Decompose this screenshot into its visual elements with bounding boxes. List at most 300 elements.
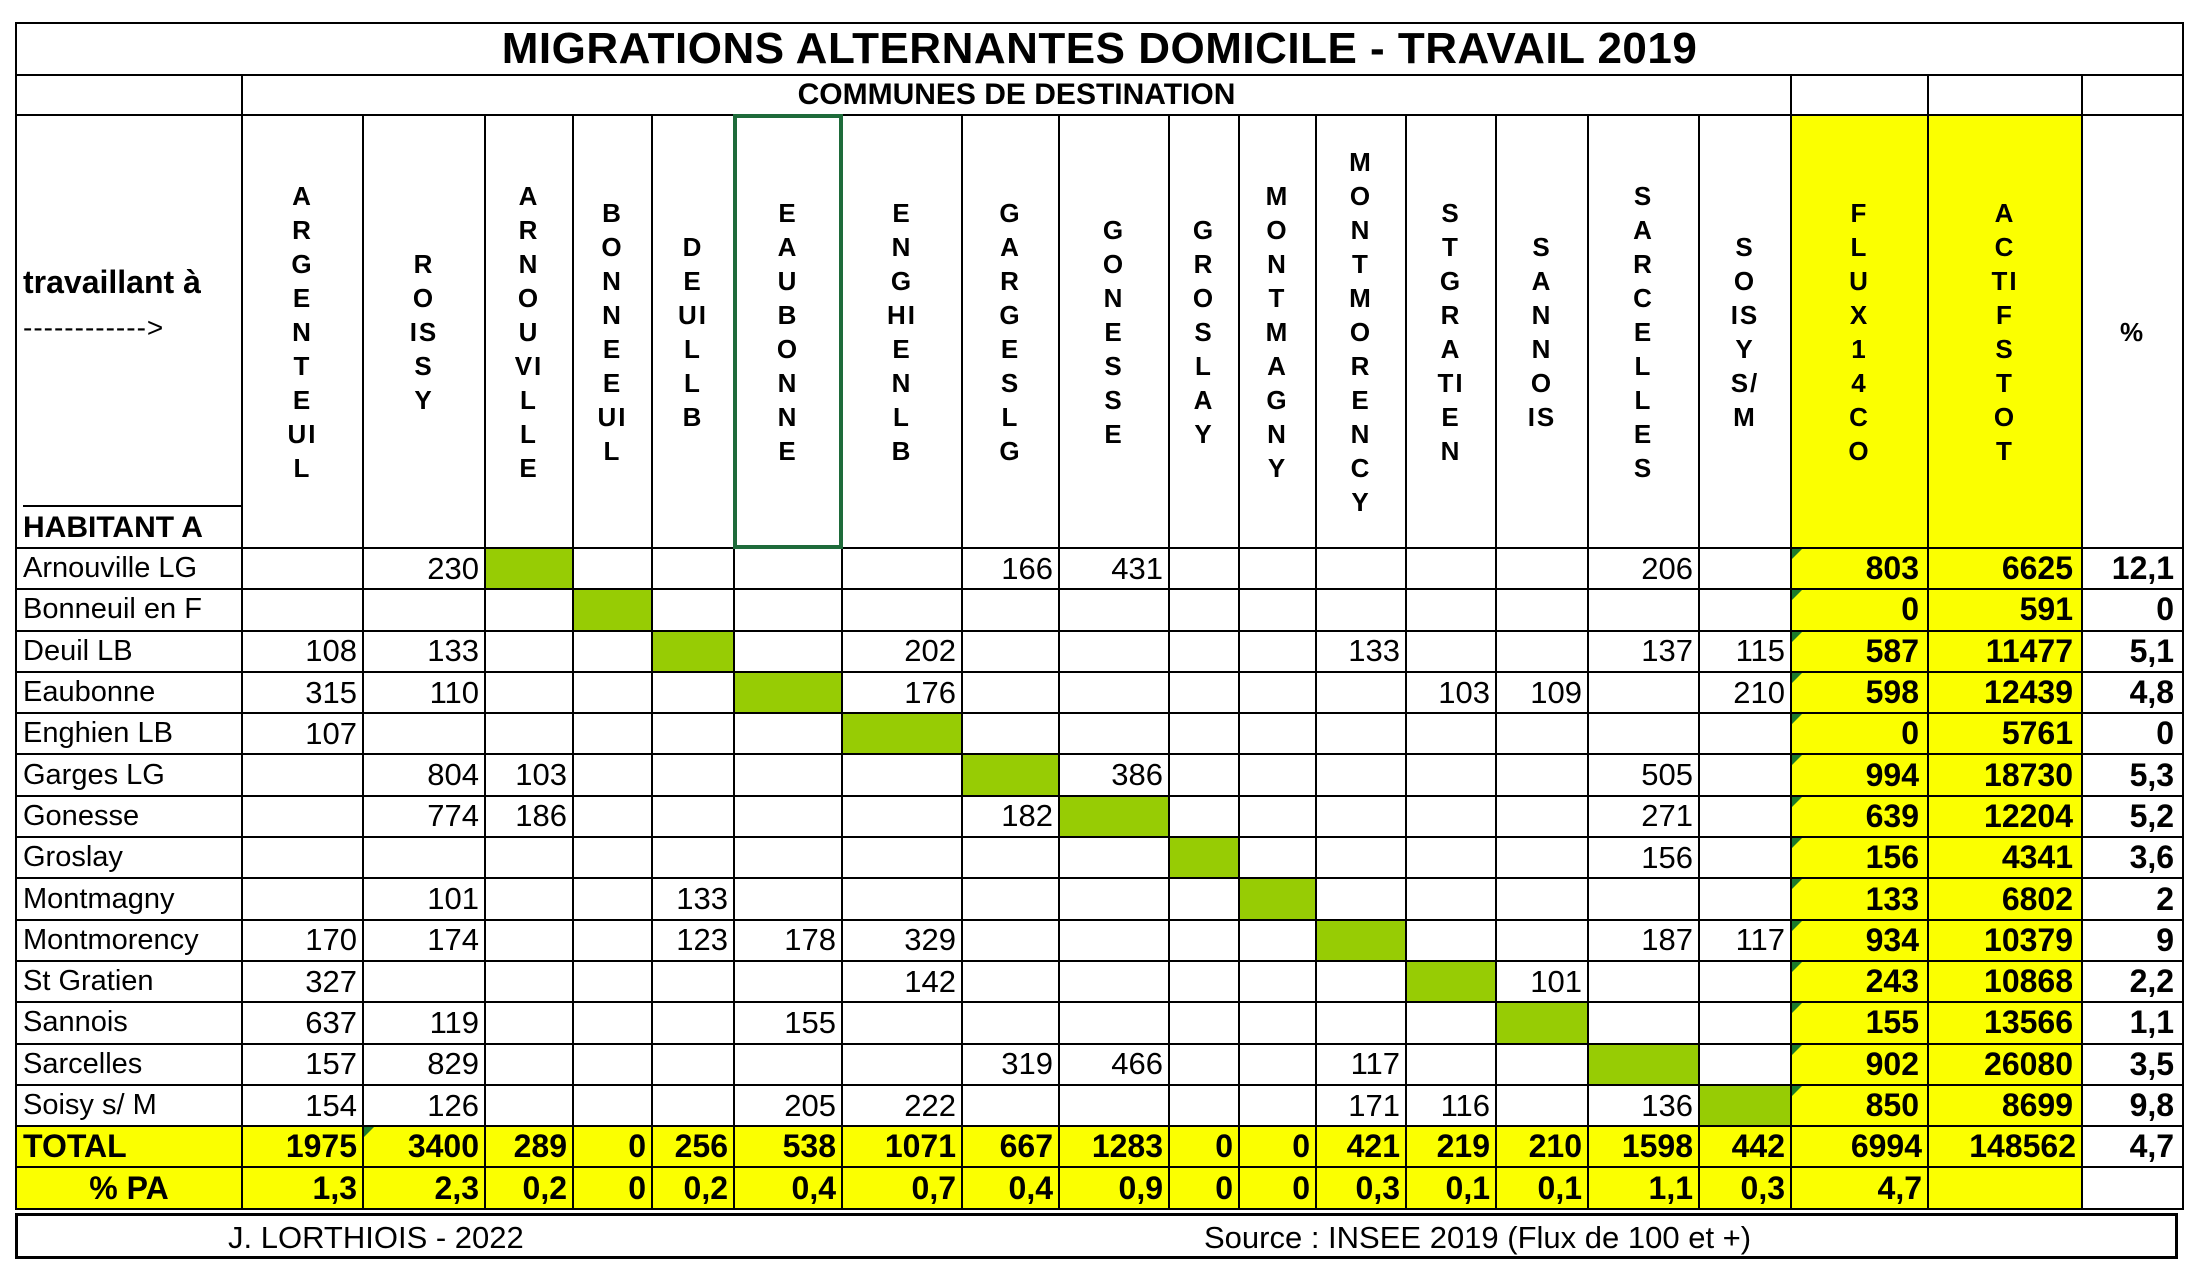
flow-cell[interactable] (1169, 1085, 1239, 1126)
flow-cell[interactable] (1059, 961, 1169, 1002)
flow-cell[interactable] (485, 878, 573, 919)
pa-flux[interactable]: 4,7 (1791, 1167, 1928, 1208)
flow-cell[interactable]: 466 (1059, 1044, 1169, 1085)
flow-cell[interactable] (485, 1044, 573, 1085)
pa-cell[interactable]: 0,3 (1699, 1167, 1791, 1208)
flux-cell[interactable]: 803 (1791, 548, 1928, 589)
flow-cell[interactable] (485, 837, 573, 878)
flow-cell[interactable]: 170 (242, 920, 363, 961)
origin-name[interactable]: Arnouville LG (16, 548, 242, 589)
flux-cell[interactable]: 850 (1791, 1085, 1928, 1126)
flow-cell[interactable] (1406, 548, 1496, 589)
flow-cell[interactable] (1496, 631, 1588, 672)
pa-cell[interactable]: 0,1 (1496, 1167, 1588, 1208)
actifs-cell[interactable]: 8699 (1928, 1085, 2082, 1126)
flow-cell[interactable]: 101 (1496, 961, 1588, 1002)
flow-cell[interactable] (573, 878, 652, 919)
flow-cell[interactable] (1588, 589, 1699, 630)
blank-cell[interactable] (1928, 75, 2082, 115)
flux-cell[interactable]: 994 (1791, 754, 1928, 795)
total-cell[interactable]: 667 (962, 1126, 1059, 1167)
origin-name[interactable]: Eaubonne (16, 672, 242, 713)
actifs-cell[interactable]: 11477 (1928, 631, 2082, 672)
diagonal-cell[interactable] (1588, 1044, 1699, 1085)
flow-cell[interactable] (1496, 1044, 1588, 1085)
flow-cell[interactable]: 123 (652, 920, 734, 961)
pa-cell[interactable]: 0,7 (842, 1167, 962, 1208)
flow-cell[interactable] (573, 672, 652, 713)
flow-cell[interactable] (1588, 961, 1699, 1002)
flow-cell[interactable] (842, 878, 962, 919)
actifs-cell[interactable]: 10379 (1928, 920, 2082, 961)
column-header[interactable] (734, 115, 842, 548)
flow-cell[interactable]: 117 (1699, 920, 1791, 961)
flow-cell[interactable]: 103 (485, 754, 573, 795)
total-cell[interactable]: 538 (734, 1126, 842, 1167)
flow-cell[interactable] (573, 754, 652, 795)
flow-cell[interactable] (962, 920, 1059, 961)
percent-cell[interactable]: 5,3 (2082, 754, 2183, 795)
pa-cell[interactable]: 0,3 (1316, 1167, 1406, 1208)
column-header[interactable] (652, 115, 734, 548)
actifs-cell[interactable]: 6625 (1928, 548, 2082, 589)
flow-cell[interactable] (1169, 878, 1239, 919)
flow-cell[interactable] (485, 1002, 573, 1043)
flux-cell[interactable]: 598 (1791, 672, 1928, 713)
flow-cell[interactable] (1406, 713, 1496, 754)
flux-cell[interactable]: 934 (1791, 920, 1928, 961)
flux-cell[interactable]: 587 (1791, 631, 1928, 672)
flow-cell[interactable] (573, 837, 652, 878)
flow-cell[interactable] (1496, 713, 1588, 754)
flux-cell[interactable]: 0 (1791, 713, 1928, 754)
flow-cell[interactable] (842, 589, 962, 630)
flow-cell[interactable] (573, 920, 652, 961)
flow-cell[interactable]: 804 (363, 754, 485, 795)
flow-cell[interactable] (485, 589, 573, 630)
flow-cell[interactable]: 230 (363, 548, 485, 589)
actifs-cell[interactable]: 10868 (1928, 961, 2082, 1002)
percent-cell[interactable]: 2,2 (2082, 961, 2183, 1002)
flow-cell[interactable]: 829 (363, 1044, 485, 1085)
flow-cell[interactable] (1059, 1085, 1169, 1126)
flow-cell[interactable] (1588, 672, 1699, 713)
total-percent[interactable]: 4,7 (2082, 1126, 2183, 1167)
pa-cell[interactable]: 0 (1169, 1167, 1239, 1208)
flow-cell[interactable] (734, 548, 842, 589)
flow-cell[interactable] (962, 878, 1059, 919)
flow-cell[interactable] (1699, 837, 1791, 878)
flow-cell[interactable] (1239, 631, 1316, 672)
flux-cell[interactable]: 0 (1791, 589, 1928, 630)
percent-cell[interactable]: 0 (2082, 589, 2183, 630)
flow-cell[interactable] (1169, 589, 1239, 630)
flow-cell[interactable]: 142 (842, 961, 962, 1002)
flow-cell[interactable]: 222 (842, 1085, 962, 1126)
blank-cell[interactable] (16, 75, 242, 115)
pa-cell[interactable]: 0 (573, 1167, 652, 1208)
percent-cell[interactable]: 3,5 (2082, 1044, 2183, 1085)
diagonal-cell[interactable] (1316, 920, 1406, 961)
column-header[interactable] (363, 115, 485, 548)
flow-cell[interactable]: 319 (962, 1044, 1059, 1085)
pa-cell[interactable]: 0,4 (962, 1167, 1059, 1208)
flux-cell[interactable]: 156 (1791, 837, 1928, 878)
flow-cell[interactable]: 271 (1588, 796, 1699, 837)
total-cell[interactable]: 1598 (1588, 1126, 1699, 1167)
flow-cell[interactable] (1406, 920, 1496, 961)
flow-cell[interactable] (1239, 713, 1316, 754)
diagonal-cell[interactable] (1406, 961, 1496, 1002)
flow-cell[interactable]: 210 (1699, 672, 1791, 713)
percent-cell[interactable]: 1,1 (2082, 1002, 2183, 1043)
diagonal-cell[interactable] (652, 631, 734, 672)
flow-cell[interactable] (1699, 589, 1791, 630)
flow-cell[interactable] (652, 796, 734, 837)
origin-name[interactable]: Groslay (16, 837, 242, 878)
total-cell[interactable]: 0 (573, 1126, 652, 1167)
flow-cell[interactable] (962, 837, 1059, 878)
flow-cell[interactable] (242, 548, 363, 589)
flow-cell[interactable] (652, 713, 734, 754)
flow-cell[interactable] (734, 589, 842, 630)
flow-cell[interactable] (652, 1044, 734, 1085)
flow-cell[interactable]: 117 (1316, 1044, 1406, 1085)
flow-cell[interactable] (652, 1085, 734, 1126)
pa-cell[interactable]: 1,3 (242, 1167, 363, 1208)
flow-cell[interactable] (1239, 672, 1316, 713)
flow-cell[interactable] (485, 920, 573, 961)
flow-cell[interactable] (842, 837, 962, 878)
flow-cell[interactable]: 101 (363, 878, 485, 919)
blank-cell[interactable] (1791, 75, 1928, 115)
flow-cell[interactable] (1406, 1044, 1496, 1085)
flow-cell[interactable] (1059, 878, 1169, 919)
flow-cell[interactable] (1406, 796, 1496, 837)
flow-cell[interactable] (1496, 754, 1588, 795)
total-cell[interactable]: 1283 (1059, 1126, 1169, 1167)
flow-cell[interactable]: 108 (242, 631, 363, 672)
flow-cell[interactable]: 103 (1406, 672, 1496, 713)
flow-cell[interactable] (734, 878, 842, 919)
flow-cell[interactable]: 156 (1588, 837, 1699, 878)
flow-cell[interactable] (485, 713, 573, 754)
flow-cell[interactable] (734, 961, 842, 1002)
flow-cell[interactable] (652, 672, 734, 713)
flow-cell[interactable]: 136 (1588, 1085, 1699, 1126)
flow-cell[interactable] (1406, 631, 1496, 672)
flux-cell[interactable]: 155 (1791, 1002, 1928, 1043)
flow-cell[interactable] (573, 1044, 652, 1085)
flow-cell[interactable] (1169, 961, 1239, 1002)
pa-cell[interactable]: 0,2 (485, 1167, 573, 1208)
flow-cell[interactable] (1316, 754, 1406, 795)
flow-cell[interactable] (842, 1002, 962, 1043)
flow-cell[interactable]: 126 (363, 1085, 485, 1126)
flow-cell[interactable] (1588, 878, 1699, 919)
flow-cell[interactable] (1496, 878, 1588, 919)
percent-cell[interactable]: 9,8 (2082, 1085, 2183, 1126)
total-cell[interactable]: 442 (1699, 1126, 1791, 1167)
actifs-cell[interactable]: 12439 (1928, 672, 2082, 713)
flow-cell[interactable]: 386 (1059, 754, 1169, 795)
flow-cell[interactable]: 171 (1316, 1085, 1406, 1126)
flow-cell[interactable] (1496, 837, 1588, 878)
flow-cell[interactable] (1699, 713, 1791, 754)
actifs-cell[interactable]: 591 (1928, 589, 2082, 630)
flow-cell[interactable] (962, 1002, 1059, 1043)
flow-cell[interactable]: 178 (734, 920, 842, 961)
total-cell[interactable]: 256 (652, 1126, 734, 1167)
column-header[interactable] (485, 115, 573, 548)
flow-cell[interactable]: 431 (1059, 548, 1169, 589)
flow-cell[interactable]: 133 (1316, 631, 1406, 672)
flow-cell[interactable] (1059, 713, 1169, 754)
flow-cell[interactable] (962, 631, 1059, 672)
flow-cell[interactable] (1239, 920, 1316, 961)
origin-name[interactable]: Montmagny (16, 878, 242, 919)
flow-cell[interactable] (485, 1085, 573, 1126)
flow-cell[interactable] (1059, 1002, 1169, 1043)
flow-cell[interactable] (573, 631, 652, 672)
flow-cell[interactable] (363, 837, 485, 878)
flow-cell[interactable] (652, 1002, 734, 1043)
flow-cell[interactable] (1316, 1002, 1406, 1043)
flow-cell[interactable]: 109 (1496, 672, 1588, 713)
diagonal-cell[interactable] (1169, 837, 1239, 878)
origin-name[interactable]: Enghien LB (16, 713, 242, 754)
flow-cell[interactable] (1169, 713, 1239, 754)
blank-cell[interactable] (1928, 1167, 2082, 1208)
flow-cell[interactable] (1059, 920, 1169, 961)
flow-cell[interactable]: 133 (363, 631, 485, 672)
flow-cell[interactable] (1239, 548, 1316, 589)
flow-cell[interactable]: 327 (242, 961, 363, 1002)
flow-cell[interactable] (1316, 713, 1406, 754)
flow-cell[interactable] (485, 672, 573, 713)
total-cell[interactable]: 219 (1406, 1126, 1496, 1167)
total-cell[interactable]: 210 (1496, 1126, 1588, 1167)
pa-label[interactable]: % PA (16, 1167, 242, 1208)
flow-cell[interactable] (1169, 548, 1239, 589)
pa-cell[interactable]: 0,9 (1059, 1167, 1169, 1208)
flow-cell[interactable]: 505 (1588, 754, 1699, 795)
flow-cell[interactable]: 186 (485, 796, 573, 837)
flow-cell[interactable] (1239, 589, 1316, 630)
flow-cell[interactable]: 155 (734, 1002, 842, 1043)
flow-cell[interactable] (1699, 1044, 1791, 1085)
percent-cell[interactable]: 12,1 (2082, 548, 2183, 589)
total-cell[interactable]: 0 (1239, 1126, 1316, 1167)
pa-cell[interactable]: 0,1 (1406, 1167, 1496, 1208)
flow-cell[interactable] (652, 548, 734, 589)
flow-cell[interactable] (1406, 589, 1496, 630)
origin-name[interactable]: Bonneuil en F (16, 589, 242, 630)
column-header[interactable] (1496, 115, 1588, 548)
flow-cell[interactable] (1406, 754, 1496, 795)
table-title[interactable]: MIGRATIONS ALTERNANTES DOMICILE - TRAVAIL 2019 (16, 23, 2183, 75)
flow-cell[interactable] (1059, 631, 1169, 672)
diagonal-cell[interactable] (1059, 796, 1169, 837)
flow-cell[interactable] (652, 589, 734, 630)
flow-cell[interactable] (1406, 878, 1496, 919)
total-cell[interactable]: 0 (1169, 1126, 1239, 1167)
column-header[interactable] (1699, 115, 1791, 548)
flow-cell[interactable]: 202 (842, 631, 962, 672)
flow-cell[interactable] (242, 878, 363, 919)
flow-cell[interactable]: 119 (363, 1002, 485, 1043)
actifs-cell[interactable]: 26080 (1928, 1044, 2082, 1085)
flow-cell[interactable] (842, 548, 962, 589)
diagonal-cell[interactable] (1496, 1002, 1588, 1043)
flow-cell[interactable] (1316, 837, 1406, 878)
flow-cell[interactable] (734, 631, 842, 672)
diagonal-cell[interactable] (573, 589, 652, 630)
flow-cell[interactable] (573, 1085, 652, 1126)
flow-cell[interactable] (962, 961, 1059, 1002)
diagonal-cell[interactable] (734, 672, 842, 713)
corner-cell[interactable] (16, 115, 242, 548)
origin-name[interactable]: Deuil LB (16, 631, 242, 672)
percent-cell[interactable]: 0 (2082, 713, 2183, 754)
percent-cell[interactable]: 5,1 (2082, 631, 2183, 672)
pa-cell[interactable]: 1,1 (1588, 1167, 1699, 1208)
blank-cell[interactable] (2082, 75, 2183, 115)
column-header[interactable] (1928, 115, 2082, 548)
column-header[interactable] (842, 115, 962, 548)
flow-cell[interactable]: 174 (363, 920, 485, 961)
flow-cell[interactable] (734, 713, 842, 754)
flow-cell[interactable] (842, 1044, 962, 1085)
flow-cell[interactable] (1496, 589, 1588, 630)
flow-cell[interactable]: 154 (242, 1085, 363, 1126)
flow-cell[interactable] (242, 589, 363, 630)
flow-cell[interactable] (1239, 754, 1316, 795)
column-header[interactable] (1316, 115, 1406, 548)
flow-cell[interactable]: 176 (842, 672, 962, 713)
flow-cell[interactable] (1588, 713, 1699, 754)
flow-cell[interactable] (1239, 1002, 1316, 1043)
flow-cell[interactable] (242, 796, 363, 837)
percent-header[interactable]: % (2082, 115, 2183, 548)
flow-cell[interactable] (573, 1002, 652, 1043)
flow-cell[interactable] (1169, 631, 1239, 672)
total-cell[interactable]: 3400 (363, 1126, 485, 1167)
flow-cell[interactable] (1316, 796, 1406, 837)
flow-cell[interactable] (1239, 837, 1316, 878)
flow-cell[interactable] (1699, 754, 1791, 795)
flow-cell[interactable] (485, 961, 573, 1002)
total-cell[interactable]: 1071 (842, 1126, 962, 1167)
column-header[interactable] (242, 115, 363, 548)
flow-cell[interactable] (1169, 796, 1239, 837)
flow-cell[interactable] (1406, 1002, 1496, 1043)
flow-cell[interactable] (962, 1085, 1059, 1126)
flow-cell[interactable] (1496, 920, 1588, 961)
blank-cell[interactable] (2082, 1167, 2183, 1208)
flow-cell[interactable] (842, 796, 962, 837)
flow-cell[interactable]: 133 (652, 878, 734, 919)
origin-name[interactable]: Sarcelles (16, 1044, 242, 1085)
flow-cell[interactable]: 206 (1588, 548, 1699, 589)
column-header[interactable] (1059, 115, 1169, 548)
flow-cell[interactable] (734, 754, 842, 795)
actifs-cell[interactable]: 5761 (1928, 713, 2082, 754)
total-cell[interactable]: 421 (1316, 1126, 1406, 1167)
total-cell[interactable]: 1975 (242, 1126, 363, 1167)
flow-cell[interactable] (573, 796, 652, 837)
pa-cell[interactable]: 0 (1239, 1167, 1316, 1208)
flow-cell[interactable] (363, 961, 485, 1002)
flow-cell[interactable]: 187 (1588, 920, 1699, 961)
flow-cell[interactable] (1239, 1044, 1316, 1085)
flow-cell[interactable] (1316, 589, 1406, 630)
origin-name[interactable]: Sannois (16, 1002, 242, 1043)
actifs-cell[interactable]: 13566 (1928, 1002, 2082, 1043)
diagonal-cell[interactable] (962, 754, 1059, 795)
actifs-cell[interactable]: 12204 (1928, 796, 2082, 837)
flow-cell[interactable] (842, 754, 962, 795)
origin-name[interactable]: St Gratien (16, 961, 242, 1002)
pa-cell[interactable]: 0,2 (652, 1167, 734, 1208)
flow-cell[interactable] (1239, 1085, 1316, 1126)
column-header[interactable] (1169, 115, 1239, 548)
diagonal-cell[interactable] (842, 713, 962, 754)
flux-cell[interactable]: 639 (1791, 796, 1928, 837)
flow-cell[interactable]: 110 (363, 672, 485, 713)
flow-cell[interactable] (573, 961, 652, 1002)
flow-cell[interactable]: 205 (734, 1085, 842, 1126)
flow-cell[interactable] (652, 754, 734, 795)
flow-cell[interactable]: 116 (1406, 1085, 1496, 1126)
total-actifs[interactable]: 148562 (1928, 1126, 2082, 1167)
origin-name[interactable]: Gonesse (16, 796, 242, 837)
column-header[interactable] (1791, 115, 1928, 548)
actifs-cell[interactable]: 18730 (1928, 754, 2082, 795)
flow-cell[interactable]: 115 (1699, 631, 1791, 672)
flow-cell[interactable] (962, 713, 1059, 754)
flow-cell[interactable]: 137 (1588, 631, 1699, 672)
actifs-cell[interactable]: 6802 (1928, 878, 2082, 919)
diagonal-cell[interactable] (1239, 878, 1316, 919)
flow-cell[interactable] (1699, 548, 1791, 589)
flow-cell[interactable] (573, 713, 652, 754)
flow-cell[interactable] (1316, 548, 1406, 589)
flow-cell[interactable] (485, 631, 573, 672)
flow-cell[interactable] (1169, 672, 1239, 713)
flow-cell[interactable]: 329 (842, 920, 962, 961)
flow-cell[interactable] (734, 1044, 842, 1085)
flow-cell[interactable]: 637 (242, 1002, 363, 1043)
flow-cell[interactable] (1496, 796, 1588, 837)
pa-cell[interactable]: 0,4 (734, 1167, 842, 1208)
flow-cell[interactable] (1059, 589, 1169, 630)
flow-cell[interactable] (962, 589, 1059, 630)
flow-cell[interactable]: 107 (242, 713, 363, 754)
flow-cell[interactable]: 166 (962, 548, 1059, 589)
percent-cell[interactable]: 2 (2082, 878, 2183, 919)
flow-cell[interactable]: 774 (363, 796, 485, 837)
flow-cell[interactable] (242, 754, 363, 795)
flow-cell[interactable]: 315 (242, 672, 363, 713)
flow-cell[interactable] (1699, 1002, 1791, 1043)
flow-cell[interactable] (1699, 878, 1791, 919)
destination-header[interactable]: COMMUNES DE DESTINATION (242, 75, 1791, 115)
column-header[interactable] (1239, 115, 1316, 548)
origin-name[interactable]: Montmorency (16, 920, 242, 961)
total-cell[interactable]: 289 (485, 1126, 573, 1167)
origin-name[interactable]: Garges LG (16, 754, 242, 795)
